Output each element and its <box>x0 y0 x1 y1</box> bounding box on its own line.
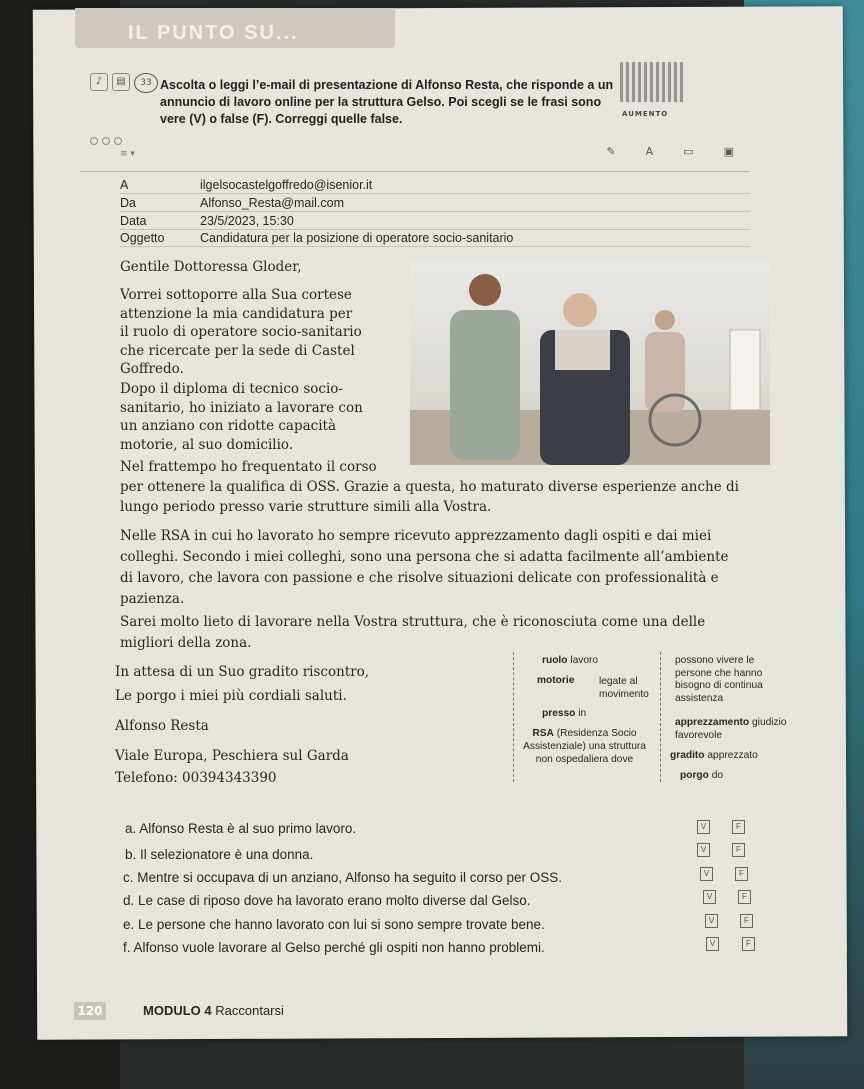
checkbox-v-b[interactable]: V <box>697 843 710 857</box>
checkbox-v-d[interactable]: V <box>703 890 716 904</box>
glossary-divider-mid <box>660 652 661 782</box>
checkbox-v-e[interactable]: V <box>705 914 718 928</box>
module-label: MODULO 4 Raccontarsi <box>143 1003 284 1018</box>
checkbox-v-f[interactable]: V <box>706 937 719 951</box>
letter-closing-1: In attesa di un Suo gradito riscontro, <box>115 664 370 680</box>
checkbox-f-e[interactable]: F <box>740 914 753 928</box>
letter-closing-2: Le porgo i miei più cordiali saluti. <box>115 688 347 704</box>
exercise-instructions: Ascolta o leggi l’e-mail di presentazione di Alfonso Resta, che risponde a un annuncio di lavoro online per la struttura Gelso. Poi scegli se le frasi sono vere (V) o false (F). Correggi quelle false. <box>160 78 614 126</box>
glossary-box: ruolo lavoro motorie legate al movimento presso in RSA (Residenza Socio Assistenziale) una struttura non ospedaliera dove possono vivere le persone che hanno bisogno di continua assistenza apprezzamento giudizio favorevole gradito apprezzato porgo do <box>505 650 795 790</box>
glossary-divider-left <box>513 652 514 782</box>
email-field-to: A ilgelsocastelgoffredo@isenior.it <box>120 177 750 194</box>
trash-icon: ▣ <box>723 145 734 158</box>
section-title: IL PUNTO SU... <box>128 22 299 44</box>
menu-icon: ≡ ▾ <box>120 149 135 159</box>
checkbox-v-c[interactable]: V <box>700 867 713 881</box>
checkbox-f-b[interactable]: F <box>732 843 745 857</box>
letter-paragraph-1: Vorrei sottoporre alla Sua cortese attenzione la mia candidatura per il ruolo di operatore socio-sanitario che ricercate per la sede di Castel Goffredo. <box>120 287 362 377</box>
email-toolbar <box>80 133 750 172</box>
photo-caregiver-with-elderly <box>410 260 770 465</box>
question-a: a. Alfonso Resta è al suo primo lavoro. <box>125 821 357 836</box>
page-number: 120 <box>74 1002 106 1020</box>
letter-signature-name: Alfonso Resta <box>115 718 209 734</box>
question-b: b. Il selezionatore è una donna. <box>125 847 314 862</box>
read-icon: ▤ <box>112 73 130 91</box>
letter-greeting: Gentile Dottoressa Gloder, <box>120 259 302 275</box>
checkbox-f-a[interactable]: F <box>732 820 745 834</box>
qr-code-icon <box>620 62 684 102</box>
letter-paragraph-2: Dopo il diploma di tecnico socio- sanitario, ho iniziato a lavorare con un anziano con ridotte capacità motorie, al suo domicilio. <box>120 381 363 453</box>
attach-icon: ✎ <box>606 145 616 158</box>
exercise-icons <box>90 73 158 93</box>
checkbox-f-d[interactable]: F <box>738 890 751 904</box>
question-c: c. Mentre si occupava di un anziano, Alfonso ha seguito il corso per OSS. <box>123 870 563 885</box>
letter-paragraph-2-cont: Nel frattempo ho frequentato il corso per ottenere la qualifica di OSS. Grazie a questa, ho maturato diverse esperienze anche di lungo periodo presso varie strutture simili alla Vostra. <box>120 459 739 515</box>
checkbox-f-f[interactable]: F <box>742 937 755 951</box>
letter-paragraph-3: Nelle RSA in cui ho lavorato ho sempre ricevuto apprezzamento dagli ospiti e dai miei colleghi. Secondo i miei colleghi, sono una persona che si adatta facilmente all’ambiente di lavoro, che lavora con passione e che risolve situazioni delicate con professionalità e pazienza. <box>120 528 729 607</box>
question-e: e. Le persone che hanno lavorato con lui si sono sempre trovate bene. <box>123 917 545 932</box>
question-d: d. Le case di riposo dove ha lavorato erano molto diverse dal Gelso. <box>123 893 531 908</box>
window-dots <box>90 137 122 145</box>
letter-address: Viale Europa, Peschiera sul Garda <box>115 748 349 764</box>
toolbar-icons <box>606 145 734 158</box>
email-field-from: Da Alfonso_Resta@mail.com <box>120 195 750 212</box>
letter-phone: Telefono: 00394343390 <box>115 770 277 786</box>
listen-icon: ♪ <box>90 73 108 91</box>
window-icon: ▭ <box>683 145 694 158</box>
email-field-date: Data 23/5/2023, 15:30 <box>120 213 750 230</box>
checkbox-v-a[interactable]: V <box>697 820 710 834</box>
photo-illustration <box>410 260 770 465</box>
track-number: 33 <box>134 73 158 93</box>
email-window <box>80 133 750 243</box>
badge-aumento: AUMENTO <box>622 110 669 118</box>
email-field-subject: Oggetto Candidatura per la posizione di operatore socio-sanitario <box>120 230 750 247</box>
question-f: f. Alfonso vuole lavorare al Gelso perché gli ospiti non hanno problemi. <box>123 940 545 955</box>
font-icon: A <box>645 145 654 158</box>
checkbox-f-c[interactable]: F <box>735 867 748 881</box>
letter-paragraph-4: Sarei molto lieto di lavorare nella Vostra struttura, che è riconosciuta come una delle migliori della zona. <box>120 614 706 651</box>
